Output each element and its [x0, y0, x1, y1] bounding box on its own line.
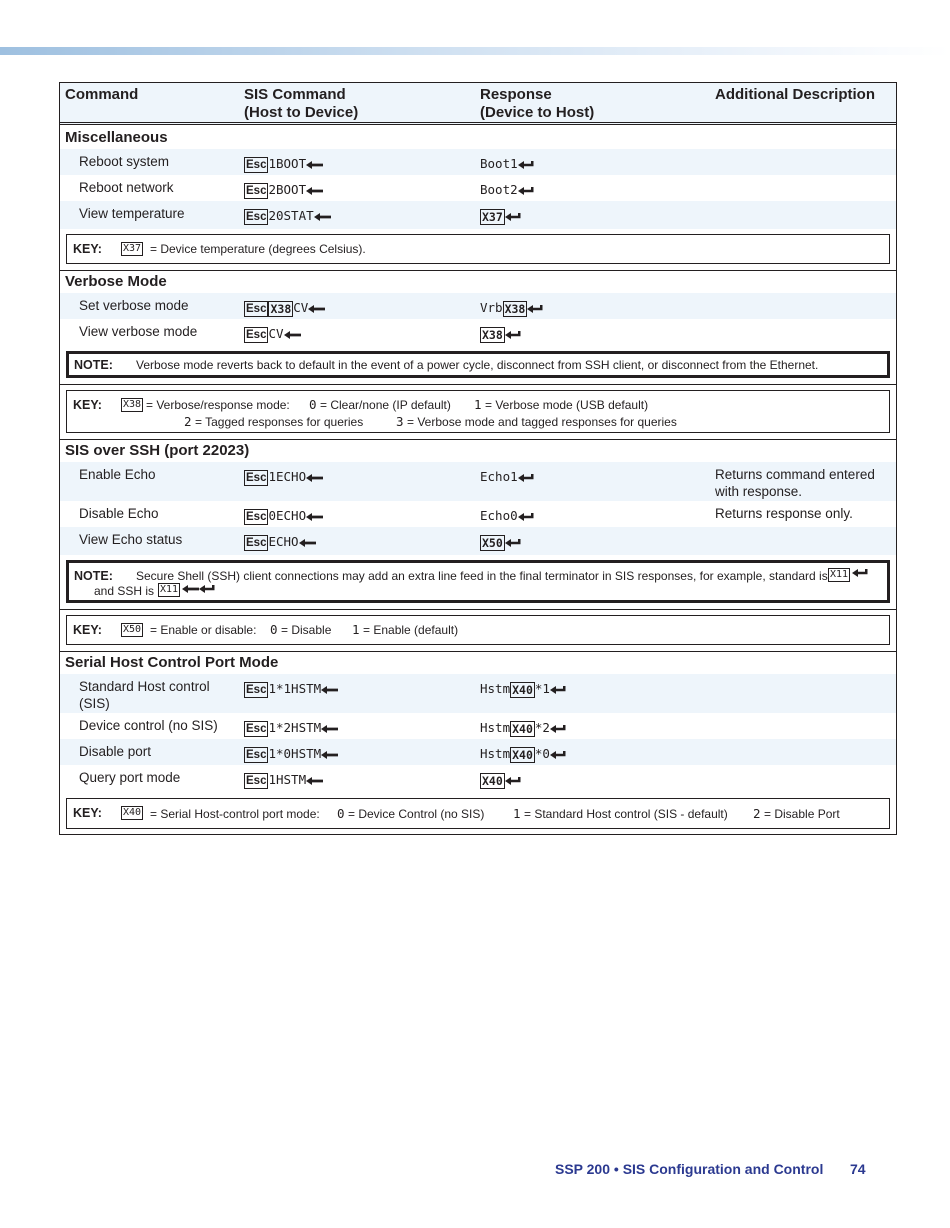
sis-command [244, 507, 324, 525]
additional-description: Returns command entered with response. [715, 467, 875, 499]
sis-command [244, 155, 324, 173]
table-row [60, 201, 896, 229]
footer-title: SSP 200 • SIS Configuration and Control [555, 1161, 824, 1177]
key-box-echo [66, 615, 890, 645]
x38-variable-icon [121, 396, 143, 412]
esc-key-icon: Esc [246, 328, 267, 341]
response [480, 533, 522, 551]
x40-variable-icon: X40 [512, 747, 533, 762]
section-divider [60, 609, 896, 610]
key-value: 1 [474, 397, 482, 412]
response-text: Boot2 [480, 182, 518, 197]
command-label: Standard Host control (SIS) [79, 679, 210, 711]
table-row [60, 713, 896, 739]
table-row [60, 149, 896, 175]
return-arrow-icon [518, 474, 535, 482]
key-text: = Enable or disable: [150, 623, 257, 637]
return-arrow-icon [505, 331, 522, 339]
x40-variable-icon: X40 [482, 773, 503, 788]
response [480, 299, 544, 317]
return-arrow-icon [852, 569, 869, 577]
key-value-text: = Disable [281, 623, 332, 637]
x40-token: X40 [123, 806, 142, 818]
x40-variable-icon: X40 [512, 682, 533, 697]
command-label: Set verbose mode [79, 298, 189, 313]
enter-arrow-icon [306, 474, 324, 482]
key-label: KEY: [73, 623, 102, 637]
sis-command-text: ECHO [268, 534, 299, 549]
command-label: Disable Echo [79, 506, 159, 521]
x38-variable-icon: X38 [270, 301, 292, 316]
section-title-serial: Serial Host Control Port Mode [65, 654, 279, 671]
return-arrow-icon [518, 161, 535, 169]
x37-variable-icon [121, 240, 143, 256]
note-text: Secure Shell (SSH) client connections may add an extra line feed in the final terminator in SIS responses, for example, standard is [136, 569, 828, 583]
table-row [60, 319, 896, 347]
x37-token: X37 [123, 242, 142, 254]
response [480, 325, 522, 343]
response [480, 745, 567, 763]
response-text: Hstm [480, 720, 511, 735]
command-label: Reboot system [79, 154, 170, 169]
note-text: Verbose mode reverts back to default in the event of a power cycle, disconnect from SSH client, or disconnect from the Ethernet. [136, 358, 819, 372]
response [480, 155, 535, 172]
sis-command [244, 299, 326, 317]
response-suffix: *0 [534, 746, 550, 761]
note-text-2: and SSH is [94, 584, 155, 598]
sis-command-text: 1BOOT [268, 156, 307, 171]
section-divider [60, 439, 896, 440]
table-row [60, 462, 896, 501]
key-box-verbose [66, 390, 890, 433]
key-label: KEY: [73, 242, 102, 256]
sis-command-text: 1*0HSTM [268, 746, 322, 761]
return-arrow-icon [527, 305, 544, 313]
x11-variable-icon [158, 582, 180, 597]
header-additional-description: Additional Description [715, 86, 876, 103]
header-resp-line2: (Device to Host) [480, 104, 595, 121]
section-title-misc: Miscellaneous [65, 129, 168, 146]
x40-variable-icon: X40 [512, 721, 533, 736]
esc-key-icon: Esc [246, 748, 267, 761]
response [480, 207, 522, 225]
x38-variable-icon: X38 [482, 327, 503, 342]
response-suffix: *2 [534, 720, 550, 735]
return-arrow-icon [505, 213, 522, 221]
header-sis-line1: SIS Command [244, 86, 346, 103]
enter-arrow-icon [306, 513, 324, 521]
key-value: 1 [352, 622, 360, 637]
response [480, 680, 567, 698]
esc-key-icon: Esc [246, 774, 267, 787]
x50-token: X50 [123, 623, 142, 635]
enter-arrow-icon [306, 777, 324, 785]
header-response [480, 86, 594, 122]
key-label: KEY: [73, 806, 102, 820]
key-value-text: = Enable (default) [363, 623, 459, 637]
response [480, 507, 535, 524]
enter-arrow-icon [308, 305, 326, 313]
section-title-verbose: Verbose Mode [65, 273, 167, 290]
enter-arrow-icon [321, 686, 339, 694]
key-value-text: = Verbose mode and tagged responses for queries [407, 415, 677, 429]
command-label: Reboot network [79, 180, 174, 195]
return-arrow-icon [550, 686, 567, 694]
key-label: KEY: [73, 398, 102, 412]
key-box-serial [66, 798, 890, 829]
command-label: View Echo status [79, 532, 183, 547]
enter-arrow-icon [321, 725, 339, 733]
page-number: 74 [850, 1161, 866, 1177]
response [480, 719, 567, 737]
sis-command [244, 181, 324, 199]
return-arrow-icon [550, 725, 567, 733]
return-arrow-icon [518, 513, 535, 521]
esc-key-icon: Esc [246, 471, 267, 484]
header-command: Command [65, 86, 139, 103]
response-text: Echo1 [480, 469, 518, 484]
sis-command [244, 468, 324, 486]
header-gradient-band [0, 47, 950, 55]
response-text: Hstm [480, 681, 511, 696]
table-row [60, 674, 896, 713]
enter-arrow-icon [314, 213, 332, 221]
enter-arrow-icon [306, 161, 324, 169]
sis-command-text: 1*2HSTM [268, 720, 322, 735]
enter-arrow-icon [284, 331, 302, 339]
table-row [60, 293, 896, 319]
command-label: View verbose mode [79, 324, 198, 339]
table-row [60, 501, 896, 527]
return-arrow-icon [505, 777, 522, 785]
response-suffix: *1 [534, 681, 550, 696]
key-value: 2 [184, 414, 192, 429]
esc-key-icon: Esc [246, 683, 267, 696]
command-label: Query port mode [79, 770, 181, 785]
x38-token: X38 [123, 398, 142, 410]
response [480, 468, 535, 485]
x11-variable-icon [828, 567, 850, 582]
note-label: NOTE: [74, 569, 113, 583]
sis-command-text: CV [293, 300, 309, 315]
response-text: Boot1 [480, 156, 518, 171]
command-label: Disable port [79, 744, 152, 759]
sis-command-text: 2BOOT [268, 182, 307, 197]
enter-arrow-icon [321, 751, 339, 759]
sis-command [244, 325, 302, 343]
key-value: 1 [513, 806, 521, 821]
enter-arrow-icon [299, 539, 317, 547]
key-text: = Serial Host-control port mode: [150, 807, 320, 821]
x37-variable-icon: X37 [482, 209, 503, 224]
return-arrow-icon [505, 539, 522, 547]
section-title-ssh: SIS over SSH (port 22023) [65, 442, 250, 459]
esc-key-icon: Esc [246, 536, 267, 549]
x50-variable-icon: X50 [482, 535, 503, 550]
note-box-ssh [66, 560, 890, 603]
command-label: Enable Echo [79, 467, 156, 482]
line-feed-arrow-icon [182, 585, 199, 593]
table-row [60, 175, 896, 201]
sis-command [244, 207, 332, 225]
table-row [60, 739, 896, 765]
sis-command [244, 533, 317, 551]
section-divider [60, 270, 896, 271]
sis-command [244, 680, 339, 698]
header-sis-command [244, 86, 358, 122]
return-arrow-icon [199, 585, 216, 593]
table-header [60, 83, 896, 125]
section-divider [60, 651, 896, 652]
section-divider [60, 384, 896, 385]
x11-token: X11 [160, 583, 179, 595]
key-value-text: = Clear/none (IP default) [320, 398, 451, 412]
key-value-text: = Standard Host control (SIS - default) [524, 807, 728, 821]
key-box-temperature [66, 234, 890, 264]
x40-variable-icon [121, 804, 143, 820]
command-label: Device control (no SIS) [79, 718, 218, 733]
response [480, 771, 522, 789]
key-value-text: = Tagged responses for queries [195, 415, 364, 429]
sis-command [244, 745, 339, 763]
table-row [60, 527, 896, 555]
additional-description: Returns response only. [715, 506, 853, 521]
response-text: Vrb [480, 300, 503, 315]
key-value: 0 [337, 806, 345, 821]
enter-arrow-icon [306, 187, 324, 195]
x50-variable-icon [121, 621, 143, 637]
sis-command-text: 0ECHO [268, 508, 307, 523]
key-text: = Device temperature (degrees Celsius). [150, 242, 366, 256]
key-value: 3 [396, 414, 404, 429]
sis-command-text: 1HSTM [268, 772, 307, 787]
x38-variable-icon: X38 [504, 301, 526, 316]
key-text: = Verbose/response mode: [146, 398, 290, 412]
response [480, 181, 535, 198]
note-label: NOTE: [74, 358, 113, 372]
key-value: 0 [309, 397, 317, 412]
header-sis-line2: (Host to Device) [244, 104, 359, 121]
x11-token: X11 [830, 568, 849, 580]
esc-key-icon: Esc [246, 510, 267, 523]
table-row [60, 765, 896, 793]
key-value-text: = Verbose mode (USB default) [485, 398, 649, 412]
key-value: 0 [270, 622, 278, 637]
header-resp-line1: Response [480, 86, 552, 103]
key-value-text: = Device Control (no SIS) [348, 807, 485, 821]
note-box-verbose [66, 351, 890, 378]
sis-command-table [59, 82, 897, 835]
esc-key-icon: Esc [246, 210, 267, 223]
sis-command [244, 719, 339, 737]
command-label: View temperature [79, 206, 185, 221]
sis-command-text: 1*1HSTM [268, 681, 322, 696]
sis-command [244, 771, 324, 789]
return-arrow-icon [518, 187, 535, 195]
return-arrow-icon [550, 751, 567, 759]
esc-key-icon: Esc [246, 722, 267, 735]
sis-command-text: 1ECHO [268, 469, 307, 484]
esc-key-icon: Esc [246, 184, 267, 197]
sis-command-text: CV [268, 326, 284, 341]
sis-command-text: 20STAT [268, 208, 314, 223]
esc-key-icon: Esc [246, 158, 267, 171]
esc-key-icon: Esc [246, 302, 267, 315]
key-value-text: = Disable Port [764, 807, 840, 821]
response-text: Echo0 [480, 508, 518, 523]
response-text: Hstm [480, 746, 511, 761]
key-value: 2 [753, 806, 761, 821]
